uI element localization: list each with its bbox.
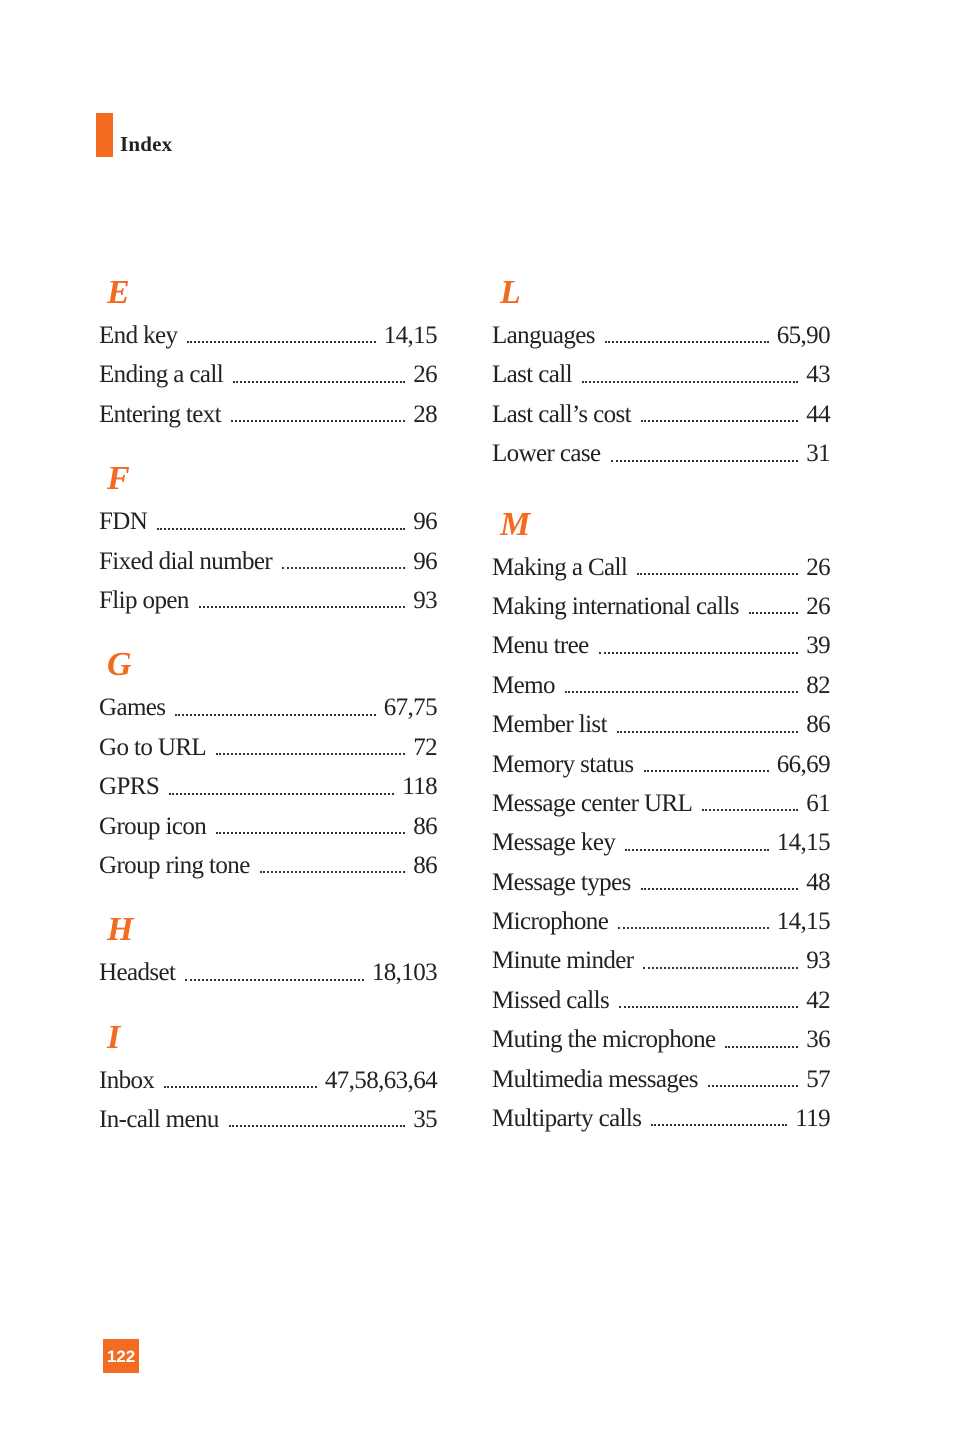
dot-leader: [260, 871, 405, 873]
entry-term: Last call’s cost: [492, 400, 631, 428]
entry-pages: 86: [806, 711, 830, 739]
index-entry: [492, 666, 830, 705]
section-letter: G: [107, 646, 132, 684]
dot-leader: [702, 809, 798, 811]
index-entry: [99, 581, 437, 620]
entry-term: Microphone: [492, 908, 609, 936]
entry-term: Fixed dial number: [99, 547, 273, 575]
dot-leader: [651, 1124, 787, 1126]
entry-term: In-call menu: [99, 1106, 219, 1134]
section-letter: H: [107, 911, 134, 949]
index-entry: [99, 767, 437, 806]
index-entry: [492, 1099, 830, 1138]
section-letter: M: [500, 505, 531, 543]
index-column-right: [492, 270, 830, 1138]
entry-term: Last call: [492, 361, 572, 389]
entry-term: Headset: [99, 959, 176, 987]
entry-pages: 14,15: [776, 829, 830, 857]
entry-term: GPRS: [99, 773, 160, 801]
dot-leader: [725, 1046, 798, 1048]
index-entry: [492, 902, 830, 941]
entry-pages: 96: [413, 508, 437, 536]
section-spacer: [492, 474, 830, 502]
index-entry: [99, 316, 437, 355]
entry-term: Message key: [492, 829, 616, 857]
entry-term: Games: [99, 694, 166, 722]
index-section-f: [99, 456, 437, 642]
section-spacer: [99, 620, 437, 642]
section-letter: E: [107, 274, 130, 311]
index-entry: [99, 542, 437, 581]
entry-pages: 26: [806, 592, 830, 620]
dot-leader: [641, 888, 798, 890]
entry-pages: 44: [806, 400, 830, 428]
entry-pages: 39: [806, 632, 830, 660]
section-spacer: [99, 885, 437, 907]
entry-term: End key: [99, 322, 178, 349]
section-letter: F: [107, 460, 130, 498]
entry-pages: 28: [413, 400, 437, 428]
entry-pages: 93: [413, 586, 437, 614]
dot-leader: [644, 770, 769, 772]
entry-term: Multimedia messages: [492, 1065, 698, 1093]
dot-leader: [611, 460, 799, 462]
dot-leader: [708, 1085, 798, 1087]
index-entry: [99, 807, 437, 846]
index-entry: [492, 395, 830, 434]
dot-leader: [749, 612, 798, 614]
entry-pages: 48: [806, 868, 830, 896]
entry-term: Memory status: [492, 750, 634, 778]
entry-term: Inbox: [99, 1066, 155, 1094]
entry-pages: 86: [413, 812, 437, 840]
section-letter: L: [500, 274, 521, 311]
entry-term: Lower case: [492, 440, 601, 468]
index-entry: [99, 355, 437, 394]
section-spacer: [99, 993, 437, 1015]
index-entry: [492, 587, 830, 626]
dot-leader: [216, 832, 405, 834]
index-entry: [492, 316, 830, 355]
dot-leader: [565, 691, 798, 693]
entry-term: Menu tree: [492, 632, 589, 660]
index-section-m: [492, 502, 830, 1139]
entry-term: Memo: [492, 671, 555, 699]
dot-leader: [637, 573, 798, 575]
index-entry: [492, 548, 830, 587]
dot-leader: [233, 381, 405, 383]
entry-pages: 96: [413, 547, 437, 575]
index-section-e: [99, 270, 437, 456]
dot-leader: [599, 652, 799, 654]
index-entry: [99, 728, 437, 767]
entry-pages: 61: [806, 789, 830, 817]
dot-leader: [185, 979, 364, 981]
header-accent-bar: [96, 113, 113, 157]
entry-pages: 42: [806, 986, 830, 1014]
dot-leader: [175, 714, 375, 716]
index-entry: [492, 745, 830, 784]
index-entry: [492, 626, 830, 665]
index-entry: [99, 1061, 437, 1100]
entry-term: Group ring tone: [99, 851, 250, 879]
index-entry: [492, 355, 830, 394]
index-entry: [492, 941, 830, 980]
entry-term: Making international calls: [492, 592, 739, 620]
entry-pages: 31: [806, 440, 830, 468]
dot-leader: [199, 606, 405, 608]
index-entry: [492, 863, 830, 902]
index-entry: [492, 981, 830, 1020]
index-entry: [492, 1060, 830, 1099]
entry-pages: 43: [806, 361, 830, 389]
entry-pages: 18,103: [371, 959, 437, 987]
index-entry: [99, 395, 437, 434]
entry-term: Making a Call: [492, 553, 628, 581]
dot-leader: [164, 1086, 317, 1088]
entry-term: Muting the microphone: [492, 1026, 716, 1054]
entry-term: Minute minder: [492, 947, 634, 975]
index-column-left: [99, 270, 437, 1139]
entry-pages: 119: [795, 1105, 830, 1133]
entry-term: Go to URL: [99, 733, 207, 761]
entry-pages: 35: [413, 1106, 437, 1134]
entry-pages: 14,15: [383, 322, 437, 349]
index-section-i: [99, 1015, 437, 1140]
entry-term: Message center URL: [492, 789, 693, 817]
entry-pages: 26: [806, 553, 830, 581]
entry-term: Member list: [492, 711, 607, 739]
dot-leader: [641, 420, 798, 422]
dot-leader: [617, 731, 798, 733]
index-section-h: [99, 907, 437, 1014]
index-entry: [99, 846, 437, 885]
index-entry: [492, 434, 830, 473]
dot-leader: [229, 1125, 405, 1127]
entry-pages: 93: [806, 947, 830, 975]
dot-leader: [187, 341, 375, 343]
dot-leader: [231, 420, 405, 422]
entry-pages: 65,90: [776, 322, 830, 349]
dot-leader: [643, 967, 798, 969]
index-entry: [99, 953, 437, 992]
entry-term: Group icon: [99, 812, 207, 840]
dot-leader: [618, 927, 769, 929]
section-letter: I: [107, 1018, 121, 1056]
entry-term: Flip open: [99, 586, 189, 614]
page-number-badge: 122: [103, 1339, 139, 1373]
index-entry: [492, 1020, 830, 1059]
dot-leader: [282, 567, 405, 569]
dot-leader: [625, 849, 769, 851]
entry-term: Languages: [492, 322, 595, 349]
index-entry: [492, 784, 830, 823]
index-entry: [99, 688, 437, 727]
dot-leader: [216, 753, 405, 755]
index-entry: [99, 502, 437, 541]
entry-term: FDN: [99, 508, 148, 536]
index-entry: [492, 705, 830, 744]
index-section-g: [99, 642, 437, 907]
entry-term: Missed calls: [492, 986, 610, 1014]
entry-pages: 72: [413, 733, 437, 761]
entry-pages: 82: [806, 671, 830, 699]
dot-leader: [605, 341, 769, 343]
entry-pages: 26: [413, 361, 437, 389]
entry-pages: 118: [402, 773, 437, 801]
entry-term: Multiparty calls: [492, 1105, 642, 1133]
index-section-l: [492, 270, 830, 502]
entry-pages: 86: [413, 851, 437, 879]
dot-leader: [169, 793, 394, 795]
entry-pages: 47,58,63,64: [324, 1066, 437, 1094]
entry-pages: 36: [806, 1026, 830, 1054]
entry-term: Entering text: [99, 400, 222, 428]
entry-pages: 67,75: [383, 694, 437, 722]
entry-pages: 14,15: [776, 908, 830, 936]
entry-pages: 57: [806, 1065, 830, 1093]
index-entry: [99, 1100, 437, 1139]
entry-pages: 66,69: [776, 750, 830, 778]
entry-term: Message types: [492, 868, 631, 896]
section-spacer: [99, 434, 437, 456]
dot-leader: [157, 528, 405, 530]
dot-leader: [582, 381, 798, 383]
page-title: Index: [120, 132, 173, 156]
entry-term: Ending a call: [99, 361, 224, 389]
dot-leader: [619, 1006, 798, 1008]
index-entry: [492, 823, 830, 862]
